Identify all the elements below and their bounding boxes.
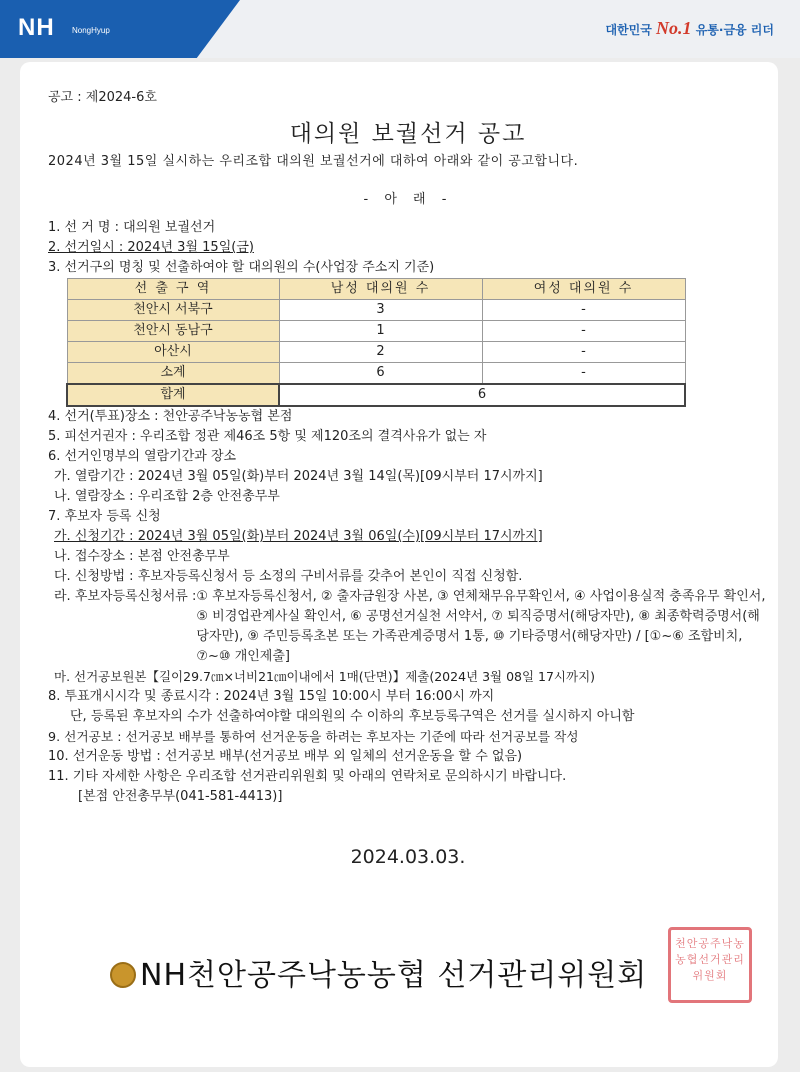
item-6b: 나. 열람장소 : 우리조합 2층 안전총무부	[54, 489, 280, 504]
document-title: 대의원 보궐선거 공고	[289, 121, 527, 147]
intro-text: 2024년 3월 15일 실시하는 우리조합 대의원 보궐선거에 대하여 아래와 같이 공고합니다.	[48, 154, 579, 169]
table-header-row	[67, 279, 685, 300]
seal-text: 천안공주낙농농협선거관리위원회	[675, 937, 745, 982]
slogan-suffix: 유통·금융 리더	[695, 23, 774, 37]
notice-document	[48, 88, 768, 867]
table-cell: 3	[279, 300, 482, 321]
document-date: 2024.03.03.	[350, 846, 466, 868]
slogan-prefix: 대한민국	[605, 23, 652, 37]
table-row	[67, 363, 685, 385]
item-4: 4. 선거(투표)장소 : 천안공주낙농농협 본점	[48, 409, 293, 424]
item-7c: 다. 신청방법 : 후보자등록신청서 등 소정의 구비서류를 갖추어 본인이 직접 신청함.	[54, 569, 523, 584]
table-cell: -	[482, 321, 685, 342]
table-cell: 소계	[67, 363, 279, 385]
slogan-no1: No.1	[656, 18, 692, 38]
table-header: 여성 대의원 수	[482, 279, 685, 300]
nh-coin-icon	[110, 962, 136, 988]
item-7a: 가. 신청기간 : 2024년 3월 05일(화)부터 2024년 3월 06일(수)[09시부터 17시까지]	[54, 529, 543, 544]
table-cell: -	[482, 342, 685, 363]
item-6a: 가. 열람기간 : 2024년 3월 05일(화)부터 2024년 3월 14일(목)[09시부터 17시까지]	[54, 469, 543, 484]
table-cell: 아산시	[67, 342, 279, 363]
item-9: 9. 선거공보 : 선거공보 배부를 통하여 선거운동을 하려는 후보자는 기준에 따라 선거공보를 작성	[48, 729, 579, 744]
item-5: 5. 피선거권자 : 우리조합 정관 제46조 5항 및 제120조의 결격사유가 없는 자	[48, 429, 487, 444]
table-total-label: 합계	[67, 384, 279, 406]
table-cell: 2	[279, 342, 482, 363]
notice-number: 공고 : 제2024-6호	[48, 90, 157, 105]
table-cell: -	[482, 363, 685, 385]
center-heading: - 아 래 -	[363, 192, 453, 207]
nh-logo: NH	[18, 14, 55, 41]
table-total-row	[67, 384, 685, 406]
organization-name	[110, 950, 647, 994]
table-row	[67, 342, 685, 363]
organization-text: NH천안공주낙농농협 선거관리위원회	[140, 958, 648, 993]
item-1: 1. 선 거 명 : 대의원 보궐선거	[48, 220, 216, 235]
item-7b: 나. 접수장소 : 본점 안전총무부	[54, 549, 230, 564]
nh-logo-sub: NongHyup	[72, 26, 110, 35]
item-7: 7. 후보자 등록 신청	[48, 509, 161, 524]
item-11: 11. 기타 자세한 사항은 우리조합 선거관리위원회 및 아래의 연락처로 문의하시기 바랍니다.	[48, 769, 567, 784]
item-8: 8. 투표개시시각 및 종료시각 : 2024년 3월 15일 10:00시 부터 16:00시 까지	[48, 689, 495, 704]
table-cell: 천안시 서북구	[67, 300, 279, 321]
table-row	[67, 300, 685, 321]
table-cell: 1	[279, 321, 482, 342]
table-header: 남성 대의원 수	[279, 279, 482, 300]
table-cell: 6	[279, 363, 482, 385]
district-table	[66, 278, 686, 407]
slogan	[605, 18, 774, 39]
official-seal-stamp	[668, 927, 752, 1003]
table-cell: 천안시 동남구	[67, 321, 279, 342]
item-7e: 마. 선거공보원본【길이29.7㎝×너비21㎝이내에서 1매(단면)】제출(2024년 3월 08일 17시까지)	[54, 669, 596, 684]
table-header: 선 출 구 역	[67, 279, 279, 300]
item-7d-label: 라. 후보자등록신청서류 :	[54, 589, 197, 604]
item-3: 3. 선거구의 명칭 및 선출하여야 할 대의원의 수(사업장 주소지 기준)	[48, 260, 435, 275]
table-row	[67, 321, 685, 342]
item-11-contact: [본점 안전총무부(041-581-4413)]	[78, 789, 283, 804]
item-2: 2. 선거일시 : 2024년 3월 15일(금)	[48, 240, 254, 255]
item-6: 6. 선거인명부의 열람기간과 장소	[48, 449, 237, 464]
item-8-note: 단, 등록된 후보자의 수가 선출하여야할 대의원의 수 이하의 후보등록구역은 선거를 실시하지 아니함	[70, 709, 635, 724]
item-10: 10. 선거운동 방법 : 선거공보 배부(선거공보 배부 외 일체의 선거운동을 할 수 없음)	[48, 749, 523, 764]
top-banner	[0, 0, 800, 58]
item-7d-body: ① 후보자등록신청서, ② 출자금원장 사본, ③ 연체채무유무확인서, ④ 사업이용실적 충족유무 확인서, ⑤ 비경업관계사실 확인서, ⑥ 공명선거실천 서약서, ⑦ 퇴직증명서(해당자만), ⑧ 최종학력증명서(해당자만), ⑨ 주민등록초본 또는 가족관계증명서 1통, ⑩ 기타증명서(해당자만) / [①~⑥ 조합비치, ⑦~⑩ 개인제출]	[196, 589, 766, 664]
table-cell: -	[482, 300, 685, 321]
table-total-value: 6	[279, 384, 685, 406]
item-7d	[48, 587, 768, 667]
